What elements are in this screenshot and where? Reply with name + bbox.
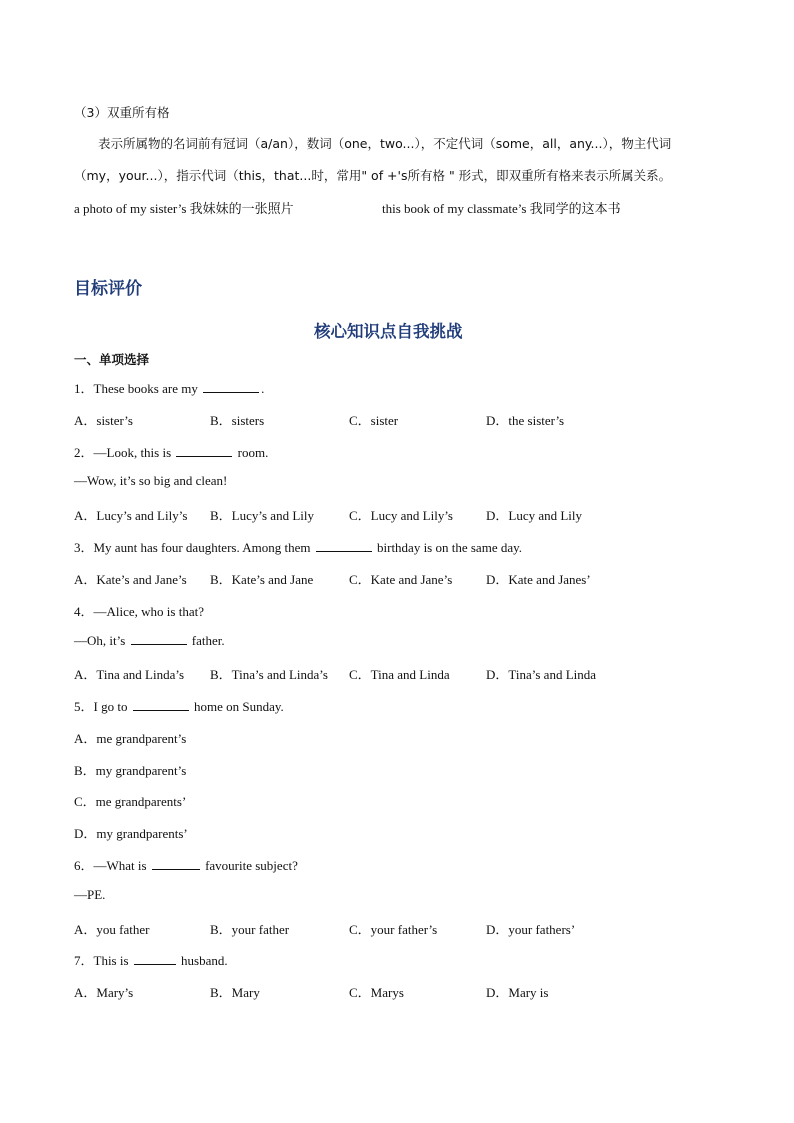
- option-d: D．Kate and Janes’: [486, 572, 591, 587]
- question-text: 2．—Look, this is: [74, 445, 175, 460]
- question-text: 7．This is: [74, 953, 132, 968]
- option-c: C．your father’s: [349, 922, 438, 937]
- question-text: room.: [234, 445, 269, 460]
- center-title: 核心知识点自我挑战: [314, 322, 463, 341]
- option-d: D．Mary is: [486, 985, 549, 1000]
- question-1: [74, 378, 264, 397]
- option-c: C．Lucy and Lily’s: [349, 508, 453, 523]
- option-b: B．your father: [210, 922, 290, 937]
- option-a: A．Tina and Linda’s: [74, 667, 185, 682]
- question-text: birthday is on the same day.: [373, 540, 523, 555]
- option-b: B．Mary: [210, 985, 260, 1000]
- question-4: 4．—Alice, who is that?: [74, 604, 204, 619]
- option-d: D．the sister’s: [486, 413, 565, 428]
- explanation-line-1: 表示所属物的名词前有冠词（a/an），数词（one，two...），不定代词（some，all，any...），物主代词: [98, 136, 672, 151]
- question-text: .: [261, 381, 265, 396]
- option-a: A．me grandparent’s: [74, 731, 187, 746]
- answer-blank: [316, 539, 372, 552]
- option-b: B．sisters: [210, 413, 265, 428]
- question-4-line-2: [74, 632, 225, 649]
- answer-blank: [131, 632, 187, 645]
- option-d: D．my grandparents’: [74, 826, 188, 841]
- option-c: C．Tina and Linda: [349, 667, 450, 682]
- option-d: D．Tina’s and Linda: [486, 667, 597, 682]
- question-6: [74, 855, 298, 874]
- option-b: B．my grandparent’s: [74, 763, 187, 778]
- question-text: 3．My aunt has four daughters. Among them: [74, 540, 314, 555]
- question-6-line-2: —PE.: [74, 887, 106, 902]
- question-2-line-2: —Wow, it’s so big and clean!: [74, 473, 228, 488]
- question-text: 6．—What is: [74, 858, 150, 873]
- question-2: [74, 442, 268, 461]
- option-a: A．you father: [74, 922, 150, 937]
- question-text: husband.: [177, 953, 228, 968]
- question-text: home on Sunday.: [190, 699, 284, 714]
- option-d: D．your fathers’: [486, 922, 576, 937]
- section-title: 目标评价: [74, 279, 142, 299]
- option-b: B．Tina’s and Linda’s: [210, 667, 328, 682]
- option-c: C．Marys: [349, 985, 404, 1000]
- option-a: A．Mary’s: [74, 985, 134, 1000]
- option-c: C．me grandparents’: [74, 794, 187, 809]
- option-d: D．Lucy and Lily: [486, 508, 583, 523]
- answer-blank: [203, 380, 259, 393]
- example-2: this book of my classmate’s 我同学的这本书: [382, 201, 621, 216]
- question-text: —Oh, it’s: [74, 633, 129, 648]
- option-a: A．Lucy’s and Lily’s: [74, 508, 188, 523]
- answer-blank: [133, 698, 189, 711]
- question-text: favourite subject?: [201, 858, 298, 873]
- answer-blank: [134, 952, 176, 965]
- explanation-line-2: （my，your...），指示代词（this，that...时，常用" of +'s所有格 " 形式，即双重所有格来表示所属关系。: [74, 168, 672, 183]
- example-1: a photo of my sister’s 我妹妹的一张照片: [74, 201, 294, 216]
- part-title: 一、单项选择: [74, 352, 150, 367]
- option-a: A．sister’s: [74, 413, 133, 428]
- option-c: C．sister: [349, 413, 399, 428]
- question-5: [74, 696, 284, 715]
- option-a: A．Kate’s and Jane’s: [74, 572, 187, 587]
- question-text: 1．These books are my: [74, 381, 202, 396]
- subsection-heading: （3）双重所有格: [74, 105, 170, 120]
- option-b: B．Lucy’s and Lily: [210, 508, 314, 523]
- answer-blank: [152, 857, 200, 870]
- question-text: father.: [188, 633, 225, 648]
- option-c: C．Kate and Jane’s: [349, 572, 453, 587]
- question-3: [74, 537, 522, 556]
- question-text: 5．I go to: [74, 699, 131, 714]
- question-7: [74, 950, 228, 969]
- answer-blank: [176, 444, 232, 457]
- option-b: B．Kate’s and Jane: [210, 572, 314, 587]
